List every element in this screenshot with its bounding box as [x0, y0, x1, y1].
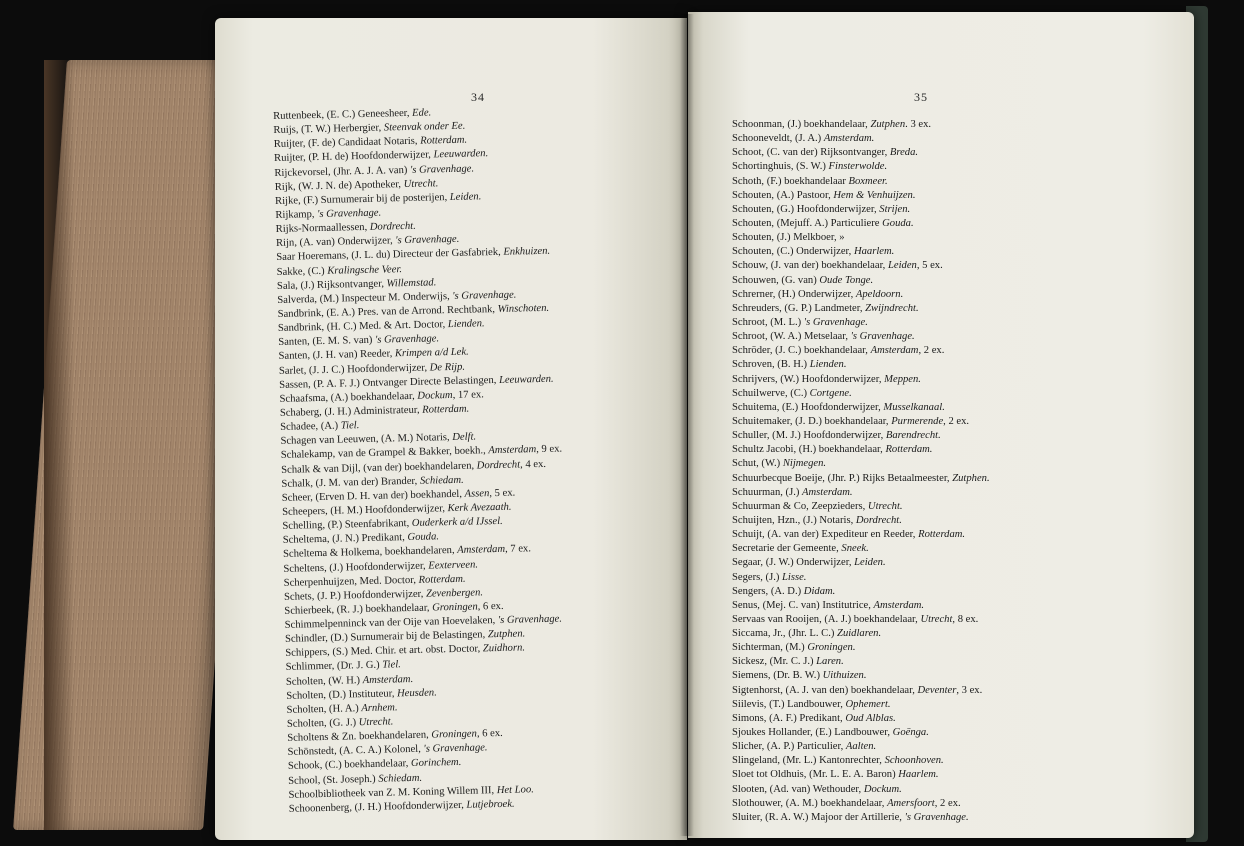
entry-name: Schuurman & Co, Zeepzieders, — [732, 500, 868, 512]
entry-place: Rotterdam. — [885, 444, 933, 456]
entry-place: Dockum. — [863, 783, 902, 795]
entry-copies: , 6 ex. — [477, 600, 504, 613]
entry-place: 's Gravenhage. — [374, 333, 440, 346]
entry-name: Ruttenbeek, (E. C.) Geneesheer, — [273, 107, 413, 122]
entry-place: Strijen. — [879, 203, 911, 215]
entry-place: Uithuizen. — [822, 670, 867, 682]
entry-place: 's Gravenhage. — [423, 742, 488, 756]
entry-place: Leeuwarden. — [433, 148, 489, 161]
list-item — [732, 542, 990, 556]
list-item — [732, 472, 990, 486]
entry-place: Nijmegen. — [782, 458, 827, 470]
list-item — [732, 627, 990, 641]
entry-place: Amsterdam. — [362, 673, 414, 686]
entry-name: Scholten, (W. H.) — [285, 674, 363, 688]
entry-place: 's Gravenhage. — [850, 331, 915, 343]
entry-name: Schuijten, Hzn., (J.) Notaris, — [732, 514, 856, 526]
entry-place: Aalten. — [845, 741, 877, 753]
entry-name: Sala, (J.) Rijksontvanger, — [276, 278, 387, 292]
entry-name: School, (St. Joseph.) — [288, 773, 379, 787]
entry-name: Scheer, (Erven D. H. van der) boekhandel, — [281, 488, 465, 504]
entry-name: Scheltema & Holkema, boekhandelaren, — [282, 545, 458, 561]
entry-place: Dockum — [417, 389, 453, 402]
entry-name: Siemens, (Dr. B. W.) — [732, 670, 823, 682]
list-item — [732, 302, 990, 316]
list-item — [732, 585, 990, 599]
entry-place: Ouderkerk a/d IJssel. — [411, 515, 503, 530]
entry-name: Rijke, (F.) Surnumerair bij de posterijen, — [274, 191, 450, 207]
entry-name: Simons, (A. F.) Predikant, — [732, 712, 846, 724]
entry-name: Rijckevorsel, (Jhr. A. J. A. van) — [274, 164, 411, 179]
entry-place: Assen — [464, 487, 490, 500]
list-item — [732, 443, 990, 457]
entry-place: Laren. — [816, 656, 844, 668]
entry-place: Amsterdam. — [802, 486, 853, 498]
entry-copies: , 5 ex. — [489, 487, 516, 499]
entry-place: 's Gravenhage. — [409, 163, 475, 176]
list-item — [732, 797, 990, 811]
entry-place: Utrecht — [920, 613, 953, 625]
entry-name: Schouten, (A.) Pastoor, — [732, 189, 834, 201]
entry-place: Kralingsche Veer. — [327, 263, 403, 277]
entry-name: Schindler, (D.) Surnumerair bij de Belastingen, — [284, 629, 488, 646]
entry-place: Zutphen. — [952, 472, 990, 484]
entry-name: Senus, (Mej. C. van) Institutrice, — [732, 599, 874, 611]
entry-name: Schooneveldt, (J. A.) — [732, 133, 824, 145]
entry-place: Dordrecht. — [369, 220, 416, 233]
entry-place: Amsterdam — [870, 345, 919, 357]
entry-list — [273, 104, 570, 817]
entry-name: Schoth, (F.) boekhandelaar — [732, 175, 849, 187]
entry-name: Schroven, (B. H.) — [732, 359, 810, 371]
entry-place: Rotterdam. — [418, 573, 466, 586]
list-item — [732, 175, 990, 189]
entry-copies: , 17 ex. — [452, 389, 484, 401]
entry-place: Leiden. — [449, 191, 482, 203]
entry-place: Haarlem. — [898, 769, 939, 781]
entry-place: Zevenbergen. — [425, 587, 484, 600]
entry-place: Het Loo. — [496, 784, 534, 796]
list-item — [732, 259, 990, 273]
list-item — [732, 500, 990, 514]
entry-name: Schuurbecque Boeije, (Jhr. P.) Rijks Betaalmeester, — [732, 472, 953, 484]
entry-place: Leiden. — [854, 557, 886, 569]
entry-name: Ruijs, (T. W.) Herbergier, — [273, 122, 384, 137]
entry-place: Amersfoort — [887, 797, 935, 809]
entry-name: Schreuders, (G. P.) Landmeter, — [732, 302, 866, 314]
entry-name: Schalk & van Dijl, (van der) boekhandelaren, — [281, 459, 477, 476]
list-item — [732, 599, 990, 613]
entry-name: Schalk, (J. M. van der) Brander, — [281, 475, 421, 490]
entry-name: Schimmelpenninck van der Oije van Hoevelaken, — [284, 615, 499, 631]
list-item — [732, 288, 990, 302]
entry-place: Arnhem. — [361, 702, 398, 715]
list-item — [732, 514, 990, 528]
list-item — [732, 231, 990, 245]
entry-name: Schoolbibliotheek van Z. M. Koning Willem III, — [288, 784, 497, 801]
list-item — [732, 768, 990, 782]
entry-name: Sjoukes Hollander, (E.) Landbouwer, — [732, 727, 893, 739]
entry-copies: , 9 ex. — [536, 443, 563, 456]
entry-name: Slicher, (A. P.) Particulier, — [732, 741, 846, 753]
list-item — [732, 613, 990, 627]
list-item — [732, 189, 990, 203]
entry-name: Schuilwerve, (C.) — [732, 387, 810, 399]
entry-name: Schouten, (G.) Hoofdonderwijzer, — [732, 203, 880, 215]
entry-place: Zwijndrecht. — [865, 302, 919, 314]
entry-name: Schrijvers, (W.) Hoofdonderwijzer, — [732, 373, 885, 385]
list-item — [732, 245, 990, 259]
entry-name: Scherpenhuijzen, Med. Doctor, — [283, 574, 419, 589]
entry-place: Finsterwolde. — [828, 161, 888, 173]
entry-place: 's Gravenhage. — [317, 207, 382, 221]
entry-name: Santen, (J. H. van) Reeder, — [278, 348, 396, 363]
entry-name: Siccama, Jr., (Jhr. L. C.) — [732, 628, 838, 640]
entry-place: Barendrecht. — [885, 430, 941, 442]
list-item — [732, 726, 990, 740]
entry-name: Sigtenhorst, (A. J. van den) boekhandelaar, — [732, 684, 918, 696]
entry-name: Schook, (C.) boekhandelaar, — [287, 758, 412, 773]
entry-name: Sichterman, (M.) — [732, 642, 808, 654]
entry-place: Delft. — [452, 431, 477, 444]
entry-name: Schroot, (M. L.) — [732, 316, 804, 328]
entry-place: Tiel. — [382, 659, 401, 672]
entry-place: Haarlem. — [853, 246, 895, 258]
entry-place: Zuidhorn. — [482, 642, 526, 655]
list-item — [732, 754, 990, 768]
entry-name: Rijks-Normaallessen, — [275, 221, 370, 236]
entry-name: Sloet tot Oldhuis, (Mr. L. E. A. Baron) — [732, 769, 899, 781]
entry-place: Ede. — [412, 107, 432, 119]
list-item — [732, 571, 990, 585]
entry-place: Ophemert. — [845, 698, 891, 710]
entry-place: Gorinchem. — [410, 757, 462, 770]
list-item — [732, 344, 990, 358]
entry-place: Rotterdam. — [918, 529, 966, 541]
entry-name: Schouw, (J. van der) boekhandelaar, — [732, 260, 888, 272]
list-item — [732, 274, 990, 288]
entry-copies: , 4 ex. — [519, 458, 547, 470]
entry-name: Sengers, (A. D.) — [732, 585, 804, 597]
entry-name: Scholten, (G. J.) — [286, 717, 359, 730]
entry-place: Tiel. — [340, 420, 360, 432]
entry-place: Amsterdam. — [873, 599, 925, 611]
list-item — [732, 146, 990, 160]
entry-place: Zuidlaren. — [837, 628, 882, 640]
entry-place: 's Gravenhage. — [497, 613, 563, 627]
entry-place: Lisse. — [782, 571, 807, 583]
entry-name: Schaafsma, (A.) boekhandelaar, — [279, 390, 418, 405]
entry-copies: , 3 ex. — [956, 684, 983, 696]
entry-name: Schut, (W.) — [732, 458, 783, 470]
entry-name: Schultz Jacobi, (H.) boekhandelaar, — [732, 444, 886, 456]
entry-place: Cortgene. — [809, 387, 852, 399]
list-item — [732, 684, 990, 698]
entry-list — [732, 118, 990, 825]
left-page — [215, 18, 687, 840]
entry-name: Scholtens & Zn. boekhandelaren, — [287, 729, 432, 745]
entry-place: Lienden. — [809, 359, 847, 371]
entry-place: Zutphen — [870, 119, 906, 130]
list-item — [732, 641, 990, 655]
entry-place: Utrecht. — [403, 177, 439, 190]
entry-name: Sarlet, (J. J. C.) Hoofdonderwijzer, — [278, 362, 430, 377]
entry-place: Hem & Venhuijzen. — [833, 189, 916, 201]
entry-name: Scholten, (H. A.) — [286, 703, 362, 716]
entry-place: Didam. — [803, 585, 836, 597]
entry-place: Breda. — [889, 147, 919, 159]
entry-name: Sandbrink, (H. C.) Med. & Art. Doctor, — [277, 319, 448, 335]
entry-place: Purmerende — [891, 415, 944, 427]
fore-edge-shadow — [44, 60, 74, 830]
entry-place: Goënga. — [892, 727, 929, 739]
list-item — [732, 387, 990, 401]
entry-copies: , 6 ex. — [476, 728, 503, 740]
entry-place: Dordrecht. — [855, 514, 902, 526]
list-item — [732, 429, 990, 443]
entry-name: Schroot, (W. A.) Metselaar, — [732, 331, 851, 343]
list-item — [732, 217, 990, 231]
entry-name: Scheltens, (J.) Hoofdonderwijzer, — [283, 560, 429, 575]
entry-place: Oud Alblas. — [845, 712, 896, 724]
list-item — [732, 401, 990, 415]
entry-name: Ruijter, (P. H. de) Hoofdonderwijzer, — [273, 149, 434, 165]
entry-name: Slingeland, (Mr. L.) Kantonrechter, — [732, 755, 885, 767]
list-item — [732, 528, 990, 542]
entry-name: Rijkamp, — [275, 209, 318, 221]
entry-name: Schlimmer, (Dr. J. G.) — [285, 660, 383, 674]
entry-name: Sickesz, (Mr. C. J.) — [732, 656, 817, 668]
entry-place: 's Gravenhage. — [452, 289, 517, 302]
entry-name: Schuitemaker, (J. D.) boekhandelaar, — [732, 415, 892, 427]
entry-place: Heusden. — [396, 687, 437, 700]
list-item — [732, 373, 990, 387]
entry-place: Schoonhoven. — [884, 755, 944, 767]
entry-place: Leiden — [887, 260, 917, 272]
entry-name: Rijn, (A. van) Onderwijzer, — [275, 235, 396, 250]
list-item — [732, 358, 990, 372]
entry-copies: , 2 ex. — [943, 415, 970, 427]
entry-name: Sluiter, (R. A. W.) Majoor der Artillerie, — [732, 811, 905, 823]
list-item — [732, 556, 990, 570]
entry-name: Schouwen, (G. van) — [732, 274, 820, 286]
entry-name: Schrerner, (H.) Onderwijzer, — [732, 288, 856, 300]
entry-place: 's Gravenhage. — [904, 811, 969, 823]
book-gutter — [680, 14, 694, 836]
entry-name: Servaas van Rooijen, (A. J.) boekhandelaar, — [732, 613, 921, 625]
entry-place: Lutjebroek. — [466, 798, 515, 811]
entry-copies: . 3 ex. — [905, 119, 932, 130]
list-item — [732, 203, 990, 217]
list-item — [732, 783, 990, 797]
entry-place: Schiedam. — [378, 772, 423, 785]
entry-place: Dordrecht — [476, 459, 521, 471]
list-item — [732, 316, 990, 330]
entry-name: Santen, (E. M. S. van) — [278, 334, 376, 349]
entry-place: Utrecht. — [867, 500, 903, 512]
page-number: 35 — [914, 90, 928, 104]
entry-name: Schippers, (S.) Med. Chir. et art. obst. Doctor, — [285, 643, 484, 660]
entry-place: Musselkanaal. — [883, 401, 945, 413]
entry-place: Zutphen. — [487, 628, 526, 641]
list-item — [732, 457, 990, 471]
entry-name: Schalekamp, van de Grampel & Bakker, boekh., — [280, 445, 489, 462]
entry-place: Utrecht. — [358, 716, 394, 729]
entry-name: Schaberg, (J. H.) Administrateur, — [279, 404, 423, 419]
list-item — [732, 160, 990, 174]
entry-place: Groningen — [431, 728, 478, 741]
entry-place: Amsterdam — [457, 544, 506, 557]
entry-place: 's Gravenhage. — [803, 316, 868, 328]
entry-name: Schuurman, (J.) — [732, 486, 803, 498]
entry-name: Slothouwer, (A. M.) boekhandelaar, — [732, 797, 888, 809]
entry-place: 's Gravenhage. — [395, 234, 460, 247]
entry-name: Sakke, (C.) — [276, 265, 328, 278]
entry-place: Sneek. — [841, 543, 869, 555]
entry-place: Boxmeer. — [848, 175, 888, 187]
entry-name: Scheepers, (H. M.) Hoofdonderwijzer, — [282, 503, 448, 518]
entry-name: Scholten, (D.) Instituteur, — [286, 688, 398, 702]
entry-copies: , 2 ex. — [934, 797, 961, 809]
entry-name: Sandbrink, (E. A.) Pres. van de Arrond. Rechtbank, — [277, 303, 498, 320]
entry-name: Schuller, (M. J.) Hoofdonderwijzer, — [732, 430, 886, 442]
entry-place: Schiedam. — [419, 474, 464, 487]
list-item — [732, 669, 990, 683]
entry-name: Saar Hoeremans, (J. L. du) Directeur der Gasfabriek, — [276, 247, 504, 264]
entry-name: Schierbeek, (R. J.) boekhandelaar, — [284, 602, 433, 617]
entry-name: Schouten, (Mejuff. A.) Particuliere — [732, 217, 883, 229]
entry-place: Enkhuizen. — [503, 246, 551, 259]
list-item — [732, 811, 990, 825]
entry-name: Secretarie der Gemeente, — [732, 543, 842, 555]
entry-name: Schuitema, (E.) Hoofdonderwijzer, — [732, 401, 884, 413]
entry-copies: , 8 ex. — [952, 613, 979, 625]
entry-place: Oude Tonge. — [819, 274, 874, 286]
entry-place: Lienden. — [447, 318, 485, 331]
right-page — [688, 12, 1194, 838]
page-number: 34 — [471, 90, 485, 104]
entry-name: Segers, (J.) — [732, 571, 783, 583]
entry-place: Apeldoorn. — [855, 288, 904, 300]
entry-name: Schröder, (J. C.) boekhandelaar, — [732, 345, 871, 357]
entry-place: Gouda. — [407, 531, 440, 544]
entry-place: Amsterdam. — [823, 133, 875, 145]
entry-place: Amsterdam — [488, 444, 537, 457]
entry-place: Rotterdam. — [422, 403, 470, 416]
list-item — [732, 118, 990, 132]
entry-name: Schagen van Leeuwen, (A. M.) Notaris, — [280, 432, 453, 448]
entry-name: Salverda, (M.) Inspecteur M. Onderwijs, — [277, 290, 453, 306]
entry-name: Slooten, (Ad. van) Wethouder, — [732, 783, 864, 795]
entry-name: Schoot, (C. van der) Rijksontvanger, — [732, 147, 890, 159]
entry-place: Eexterveen. — [428, 558, 479, 572]
entry-copies: , 5 ex. — [916, 260, 943, 272]
entry-name: Schönstedt, (A. C. A.) Kolonel, — [287, 744, 424, 759]
entry-name: Sassen, (P. A. F. J.) Ontvanger Directe Belastingen, — [279, 374, 500, 391]
list-item — [732, 698, 990, 712]
entry-name: Schadee, (A.) — [280, 420, 341, 434]
list-item — [732, 132, 990, 146]
entry-name: Schouten, (J.) Melkboer, — [732, 232, 840, 244]
entry-place: Meppen. — [884, 373, 921, 385]
entry-place: Groningen — [432, 601, 478, 614]
entry-name: Schets, (J. P.) Hoofdonderwijzer, — [283, 588, 427, 603]
entry-copies: , 2 ex. — [918, 345, 945, 357]
entry-name: Segaar, (J. W.) Onderwijzer, — [732, 557, 855, 569]
entry-name: Schuijt, (A. van der) Expediteur en Reeder, — [732, 529, 919, 541]
entry-place: Deventer — [917, 684, 957, 696]
list-item — [732, 655, 990, 669]
entry-name: Scheltema, (J. N.) Predikant, — [282, 532, 408, 547]
entry-name: Schelling, (P.) Steenfabrikant, — [282, 518, 412, 532]
entry-name: Ruijter, (F. de) Candidaat Notaris, — [273, 135, 421, 151]
entry-place: Winschoten. — [497, 302, 550, 315]
list-item — [732, 712, 990, 726]
entry-place: Krimpen a/d Lek. — [394, 347, 469, 360]
entry-copies: , 7 ex. — [504, 543, 532, 556]
entry-place: Willemstad. — [386, 277, 437, 290]
list-item — [732, 486, 990, 500]
list-item — [732, 740, 990, 754]
entry-place: De Rijp. — [429, 361, 466, 374]
entry-place: Steenvak onder Ee. — [383, 120, 466, 134]
entry-place: Groningen. — [807, 642, 856, 654]
entry-name: Rijk, (W. J. N. de) Apotheker, — [274, 178, 404, 193]
entry-place: Rotterdam. — [420, 134, 468, 147]
entry-copies: » — [839, 232, 845, 244]
entry-name: Schouten, (C.) Onderwijzer, — [732, 246, 854, 258]
entry-name: Schortinghuis, (S. W.) — [732, 161, 829, 173]
entry-name: Schoonman, (J.) boekhandelaar, — [732, 119, 871, 130]
list-item — [732, 330, 990, 344]
list-item — [732, 415, 990, 429]
entry-name: Schoonenberg, (J. H.) Hoofdonderwijzer, — [288, 799, 467, 815]
entry-name: Siilevis, (T.) Landbouwer, — [732, 698, 846, 710]
entry-place: Kerk Avezaath. — [447, 501, 512, 515]
entry-place: Gouda. — [882, 217, 914, 229]
entry-place: Leeuwarden. — [498, 373, 554, 386]
